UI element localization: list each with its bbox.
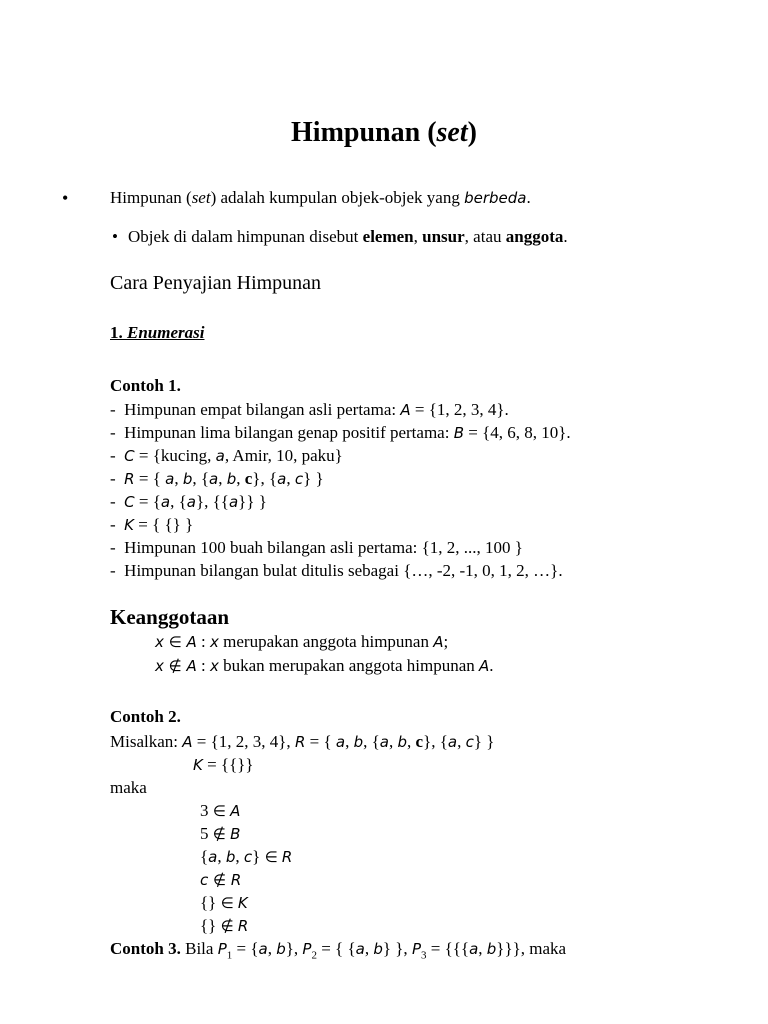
contoh2-misalkan: Misalkan: A = {1, 2, 3, 4}, R = { a, b, {a, b, c}, {a, c} } xyxy=(110,732,495,751)
keanggotaan-member: x ∈ A : x merupakan anggota himpunan A; xyxy=(155,632,449,651)
keanggotaan-nonmember: x ∉ A : x bukan merupakan anggota himpunan A. xyxy=(155,656,494,675)
contoh1-item-2: - Himpunan lima bilangan genap positif pertama: B = {4, 6, 8, 10}. xyxy=(110,423,571,442)
page-title: Himpunan (set) xyxy=(291,117,477,148)
intro-definition: Himpunan (set) adalah kumpulan objek-objek yang berbeda. xyxy=(110,188,531,207)
contoh1-item-7: - Himpunan 100 buah bilangan asli pertama: {1, 2, ..., 100 } xyxy=(110,538,523,557)
contoh2-maka: maka xyxy=(110,778,147,797)
keanggotaan-heading: Keanggotaan xyxy=(110,605,230,629)
contoh1-heading: Contoh 1. xyxy=(110,376,181,395)
contoh2-stmt-5: {} ∈ K xyxy=(200,893,248,912)
sub-bullet-marker: • xyxy=(112,227,118,246)
contoh2-k-def: K = {{}} xyxy=(193,755,254,774)
contoh2-stmt-2: 5 ∉ B xyxy=(200,824,241,843)
contoh1-item-4: - R = { a, b, {a, b, c}, {a, c} } xyxy=(110,469,324,488)
contoh3-line: Contoh 3. Bila $P_1 = \{a$, b}, $P_2$ = { {a, b} }, $P_3 = \{\{\{a$, b}}}, maka xyxy=(110,939,567,962)
contoh1-item-3: - C = {kucing, a, Amir, 10, paku} xyxy=(110,446,343,465)
contoh1-item-1: - Himpunan empat bilangan asli pertama: A = {1, 2, 3, 4}. xyxy=(110,400,509,419)
contoh1-item-5: - C = {a, {a}, {{a}} } xyxy=(110,492,267,511)
contoh2-stmt-1: 3 ∈ A xyxy=(200,801,241,820)
section-heading-penyajian: Cara Penyajian Himpunan xyxy=(110,272,322,294)
intro-elements: Objek di dalam himpunan disebut elemen, unsur, atau anggota. xyxy=(128,227,568,246)
contoh2-stmt-6: {} ∉ R xyxy=(200,916,249,935)
contoh1-item-6: - K = { {} } xyxy=(110,515,194,534)
bullet-marker: • xyxy=(62,188,69,208)
contoh2-stmt-4: c ∉ R xyxy=(200,871,242,889)
contoh2-heading: Contoh 2. xyxy=(110,707,181,726)
contoh1-item-8: - Himpunan bilangan bulat ditulis sebagai {…, -2, -1, 0, 1, 2, …}. xyxy=(110,561,563,580)
contoh2-stmt-3: {a, b, c} ∈ R xyxy=(200,847,293,866)
enumerasi-heading: 1. Enumerasi xyxy=(110,323,205,342)
